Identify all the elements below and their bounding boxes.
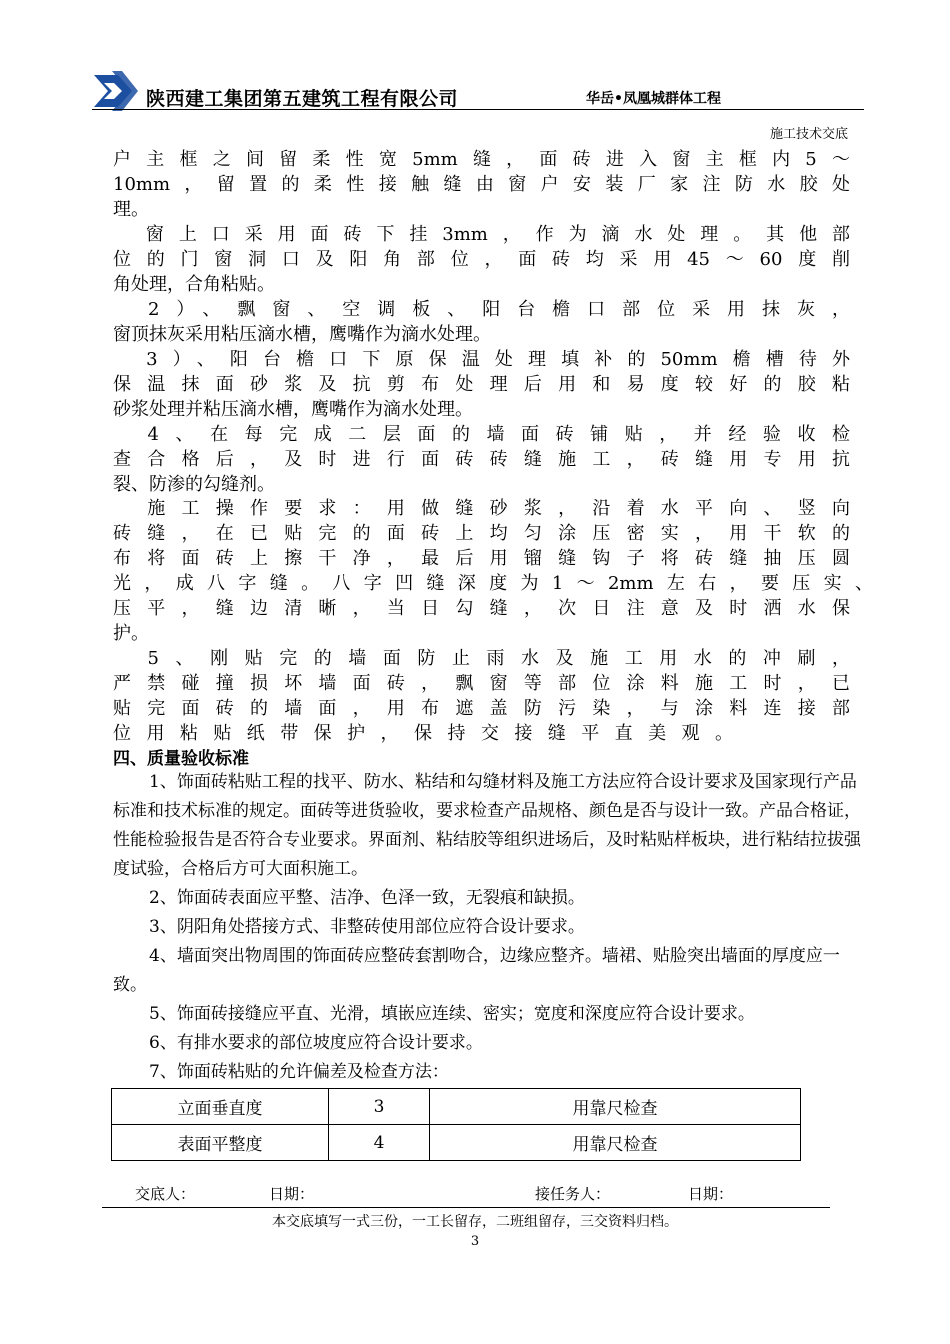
body-line: 位的门窗洞口及阳角部位，面砖均采用45～60度削: [113, 249, 850, 270]
quality-item: 7、饰面砖粘贴的允许偏差及检查方法：: [149, 1062, 449, 1082]
section-heading: 四、质量验收标准: [113, 749, 249, 769]
date-label: 日期：: [688, 1185, 734, 1203]
company-logo: [92, 69, 140, 113]
quality-item: 5、饰面砖接缝应平直、光滑，填嵌应连续、密实；宽度和深度应符合设计要求。: [149, 1004, 755, 1024]
document-type: 施工技术交底: [770, 127, 849, 142]
table-cell-method: 用靠尺检查: [430, 1089, 801, 1125]
page-number: 3: [470, 1234, 480, 1249]
quality-item: 1、饰面砖粘贴工程的找平、防水、粘结和勾缝材料及施工方法应符合设计要求及国家现行产品标准和技术标准的规定。面砖等进货验收，要求检查产品规格、颜色是否与设计一致。产品合格证，性能检验报告是否符合专业要求。界面剂、粘结胶等组织进场后，及时粘贴样板块，进行粘结拉拔强度试验，合格后方可大面积施工。: [113, 772, 861, 879]
project-name: 华岳•凤凰城群体工程: [586, 91, 721, 107]
table-cell-value: 3: [329, 1089, 430, 1125]
body-line: 角处理，合角粘贴。: [113, 274, 275, 295]
body-line: 查合格后，及时进行面砖砖缝施工，砖缝用专用抗: [113, 449, 850, 470]
header-divider: [92, 109, 864, 110]
quality-item: 4、墙面突出物周围的饰面砖应整砖套割吻合，边缘应整齐。墙裙、贴脸突出墙面的厚度应一致。: [113, 946, 840, 995]
table-cell-method: 用靠尺检查: [430, 1125, 801, 1161]
body-line: 4、在每完成二层面的墙面砖铺贴，并经验收检: [113, 424, 850, 445]
body-line: 3）、阳台檐口下原保温处理填补的50mm檐槽待外: [113, 349, 850, 370]
body-line: 窗顶抹灰采用粘压滴水槽，鹰嘴作为滴水处理。: [113, 324, 491, 345]
quality-item: 3、阴阳角处搭接方式、非整砖使用部位应符合设计要求。: [149, 917, 585, 937]
body-line: 5、刚贴完的墙面防止雨水及施工用水的冲刷，: [113, 648, 850, 669]
date-label: 日期：: [269, 1185, 315, 1203]
body-line: 户主框之间留柔性宽5mm缝，面砖进入窗主框内5～: [113, 149, 850, 170]
table-cell-item: 立面垂直度: [112, 1089, 329, 1125]
body-line: 施工操作要求：用做缝砂浆，沿着水平向、竖向: [113, 498, 850, 519]
body-line: 光，成八字缝。八字凹缝深度为1～2mm左右，要压实、: [113, 573, 873, 594]
body-line: 砖缝，在已贴完的面砖上均匀涂压密实，用干软的: [113, 523, 850, 544]
company-name: 陕西建工集团第五建筑工程有限公司: [146, 88, 459, 110]
body-line: 贴完面砖的墙面，用布遮盖防污染，与涂料连接部: [113, 698, 850, 719]
table-row: [112, 1125, 801, 1161]
body-line: 砂浆处理并粘压滴水槽，鹰嘴作为滴水处理。: [113, 399, 473, 420]
body-line: 布将面砖上擦干净，最后用镏缝钩子将砖缝抽压圆: [113, 548, 850, 569]
footer-divider: [102, 1207, 830, 1208]
table-row: [112, 1089, 801, 1125]
body-line: 理。: [113, 199, 149, 220]
tolerance-table: [111, 1088, 801, 1161]
body-line: 压平，缝边清晰，当日勾缝，次日注意及时洒水保: [113, 598, 850, 619]
body-line: 2）、飘窗、空调板、阳台檐口部位采用抹灰，: [113, 299, 850, 320]
handover-by-label: 交底人：: [135, 1185, 196, 1203]
body-line: 严禁碰撞损坏墙面砖，飘窗等部位涂料施工时，已: [113, 673, 850, 694]
quality-item: 6、有排水要求的部位坡度应符合设计要求。: [149, 1033, 483, 1053]
body-line: 裂、防渗的勾缝剂。: [113, 474, 275, 495]
table-cell-value: 4: [329, 1125, 430, 1161]
footer-note: 本交底填写一式三份，一工长留存，二班组留存，三交资料归档。: [272, 1214, 678, 1230]
body-line: 保温抹面砂浆及抗剪布处理后用和易度较好的胶粘: [113, 374, 850, 395]
body-line: 护。: [113, 623, 149, 644]
receiver-label: 接任务人：: [535, 1185, 611, 1203]
body-line: 窗上口采用面砖下挂3mm，作为滴水处理。其他部: [113, 224, 850, 245]
body-line: 10mm，留置的柔性接触缝由窗户安装厂家注防水胶处: [113, 174, 850, 195]
body-line: 位用粘贴纸带保护，保持交接缝平直美观。: [113, 723, 733, 744]
table-cell-item: 表面平整度: [112, 1125, 329, 1161]
quality-item: 2、饰面砖表面应平整、洁净、色泽一致，无裂痕和缺损。: [149, 888, 585, 908]
